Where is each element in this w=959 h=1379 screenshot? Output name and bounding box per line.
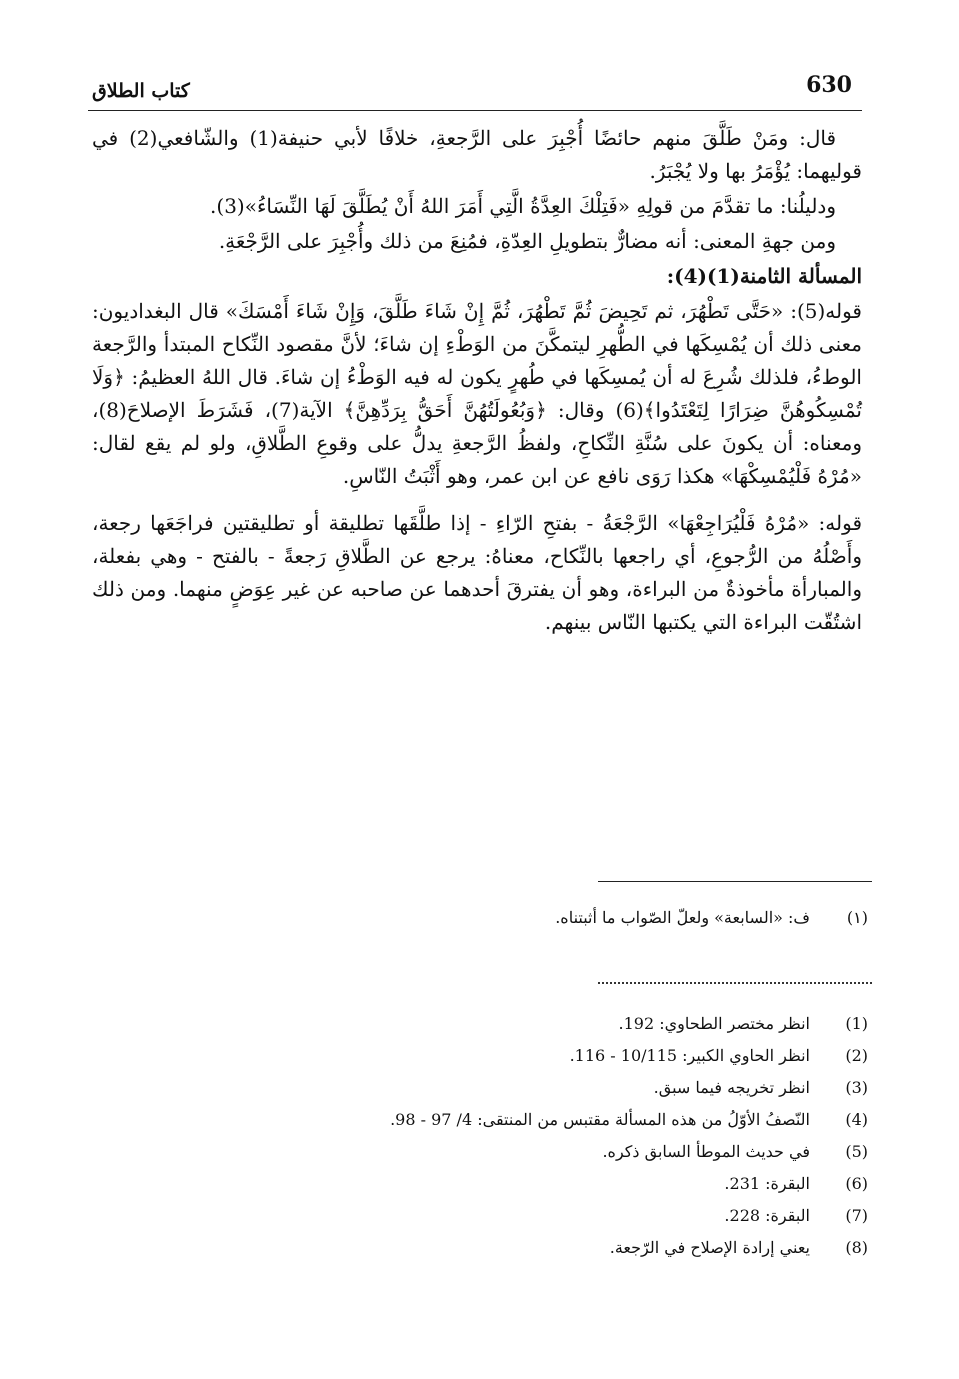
footnote-text: ف: «السابعة» ولعلّ الصّواب ما أثبتناه. — [555, 908, 810, 927]
paragraph-meaning: ومن جهةِ المعنى: أنه مضارٌّ بتطويلِ العِدّةِ، فمُنِعَ من ذلك وأُجْبِرَ على الرَّجْعَةِ. — [218, 229, 836, 253]
footnote-number: (3) — [845, 1078, 868, 1097]
main-text — [92, 122, 862, 641]
footnote-item — [200, 1168, 872, 1200]
footnote-text: البقرة: 231. — [724, 1174, 810, 1193]
footnote-item — [200, 1040, 872, 1072]
footnote-item — [200, 1136, 872, 1168]
footnote-number: (5) — [845, 1142, 868, 1161]
footnote-number: (8) — [845, 1238, 868, 1257]
footnote-number: (1) — [845, 1014, 868, 1033]
footnote-number: (2) — [845, 1046, 868, 1065]
footnote-text: النّصفُ الأوّلُ من هذه المسألة مقتبس من المنتقى: 4/ 97 - 98. — [390, 1110, 810, 1129]
footnote-item — [200, 1008, 872, 1040]
footnote-text: يعني إرادة الإصلاح في الرّجعة. — [609, 1238, 810, 1257]
paragraph-statement: قال: ومَنْ طَلَّقَ منهم حائضًا أُجْبِرَ على الرَّجعةِ، خلافًا لأبي حنيفة(1) والشّافعي(2) في قوليهما: يُؤْمَرُ بها ولا يُجْبَرُ. — [92, 126, 862, 183]
footnote-text: البقرة: 228. — [724, 1206, 810, 1225]
editor-footnotes — [200, 902, 872, 934]
reference-footnotes — [200, 1008, 872, 1264]
paragraph-commentary-2: قوله: «مُرْهُ فَلْيُرَاجِعْهَا» الرَّجْعَةُ - بفتحِ الرّاءِ - إذا طلَّقَها تطليقة أو تطليقتين فراجَعَها رجعة، وأَصْلُهُ من الرُّجوعِ، أي راجعها بالنِّكاح، معناهُ: يرجع عن الطَّلاقِ رَجعةً - بالفتح - وهي بفعلة، والمبارأة مأخوذةٌ من البراءة، وهو أن يفترقَ أحدهما عن صاحبه عن غير عِوَضٍ منهما. ومن ذلك اشتُقّت البراءة التي يكتبها النّاس بينهم. — [92, 511, 862, 634]
page-number: 630 — [806, 72, 852, 98]
paragraph-commentary-1: قوله(5): «حَتَّى تَطْهُرَ، ثم تَحِيضَ ثُمَّ تَطْهُرَ، ثُمَّ إِنْ شَاءَ طَلَّقَ، وَإِنْ شَاءَ أَمْسَكَ» قال البغداديون: معنى ذلك أن يُمْسِكَها في الطُّهرِ ليتمكَّنَ من الوَطْءِ إن شاءَ؛ لأنَّ مقصود النِّكاح المبتدأ والرَّجعة الوطءُ، فلذلك شُرِعَ له أن يُمسِكَها في طُهرٍ يكون له فيه الوَطْءُ إن شاءَ. قال اللهُ العظيمُ: ﴿وَلَا تُمْسِكُوهُنَّ ضِرَارًا لِتَعْتَدُوا﴾(6) وقال: ﴿وَبُعُولَتُهُنَّ أَحَقُّ بِرَدِّهِنَّ﴾ الآية(7)، فَشَرَطَ الإصلاحَ(8)، ومعناه: أن يكونَ على سُنَّةِ النِّكاحِ، ولفظُ الرَّجعةِ يدلُّ على وقوعِ الطَّلاقِ، ولو لم يقع لقال: «مُرْهُ فَلْيُمْسِكْهَا» هكذا رَوَى نافع عن ابن عمر، وهو أَثْبَتُ النّاسِ. — [92, 299, 862, 488]
footnote-number: (7) — [845, 1206, 868, 1225]
dotted-separator — [598, 982, 872, 984]
footnote-number: (١) — [846, 908, 868, 927]
footnote-item — [200, 1200, 872, 1232]
section-heading: المسألة الثامنة(1)(4): — [666, 264, 862, 288]
footnote-item — [200, 1232, 872, 1264]
paragraph-evidence: ودليلُنا: ما تقدَّمَ من قولِهِ «فَتِلْكَ العِدَّةُ الَّتِي أَمَرَ اللهُ أَنْ يُطَلَّقَ لَهَا النِّسَاءُ»(3). — [210, 194, 836, 218]
footnote-item — [200, 902, 872, 934]
footnote-text: انظر الحاوي الكبير: 10/115 - 116. — [569, 1046, 810, 1065]
footnote-item — [200, 1072, 872, 1104]
page-header — [88, 66, 862, 111]
footnote-text: في حديث الموطأ السابق ذكره. — [602, 1142, 810, 1161]
footnote-number: (4) — [845, 1110, 868, 1129]
footnote-separator — [598, 881, 872, 882]
footnote-number: (6) — [845, 1174, 868, 1193]
footnote-text: انظر تخريجه فيما سبق. — [653, 1078, 810, 1097]
footnote-item — [200, 1104, 872, 1136]
footnote-text: انظر مختصر الطحاوي: 192. — [618, 1014, 810, 1033]
running-title: كتاب الطلاق — [92, 80, 190, 102]
